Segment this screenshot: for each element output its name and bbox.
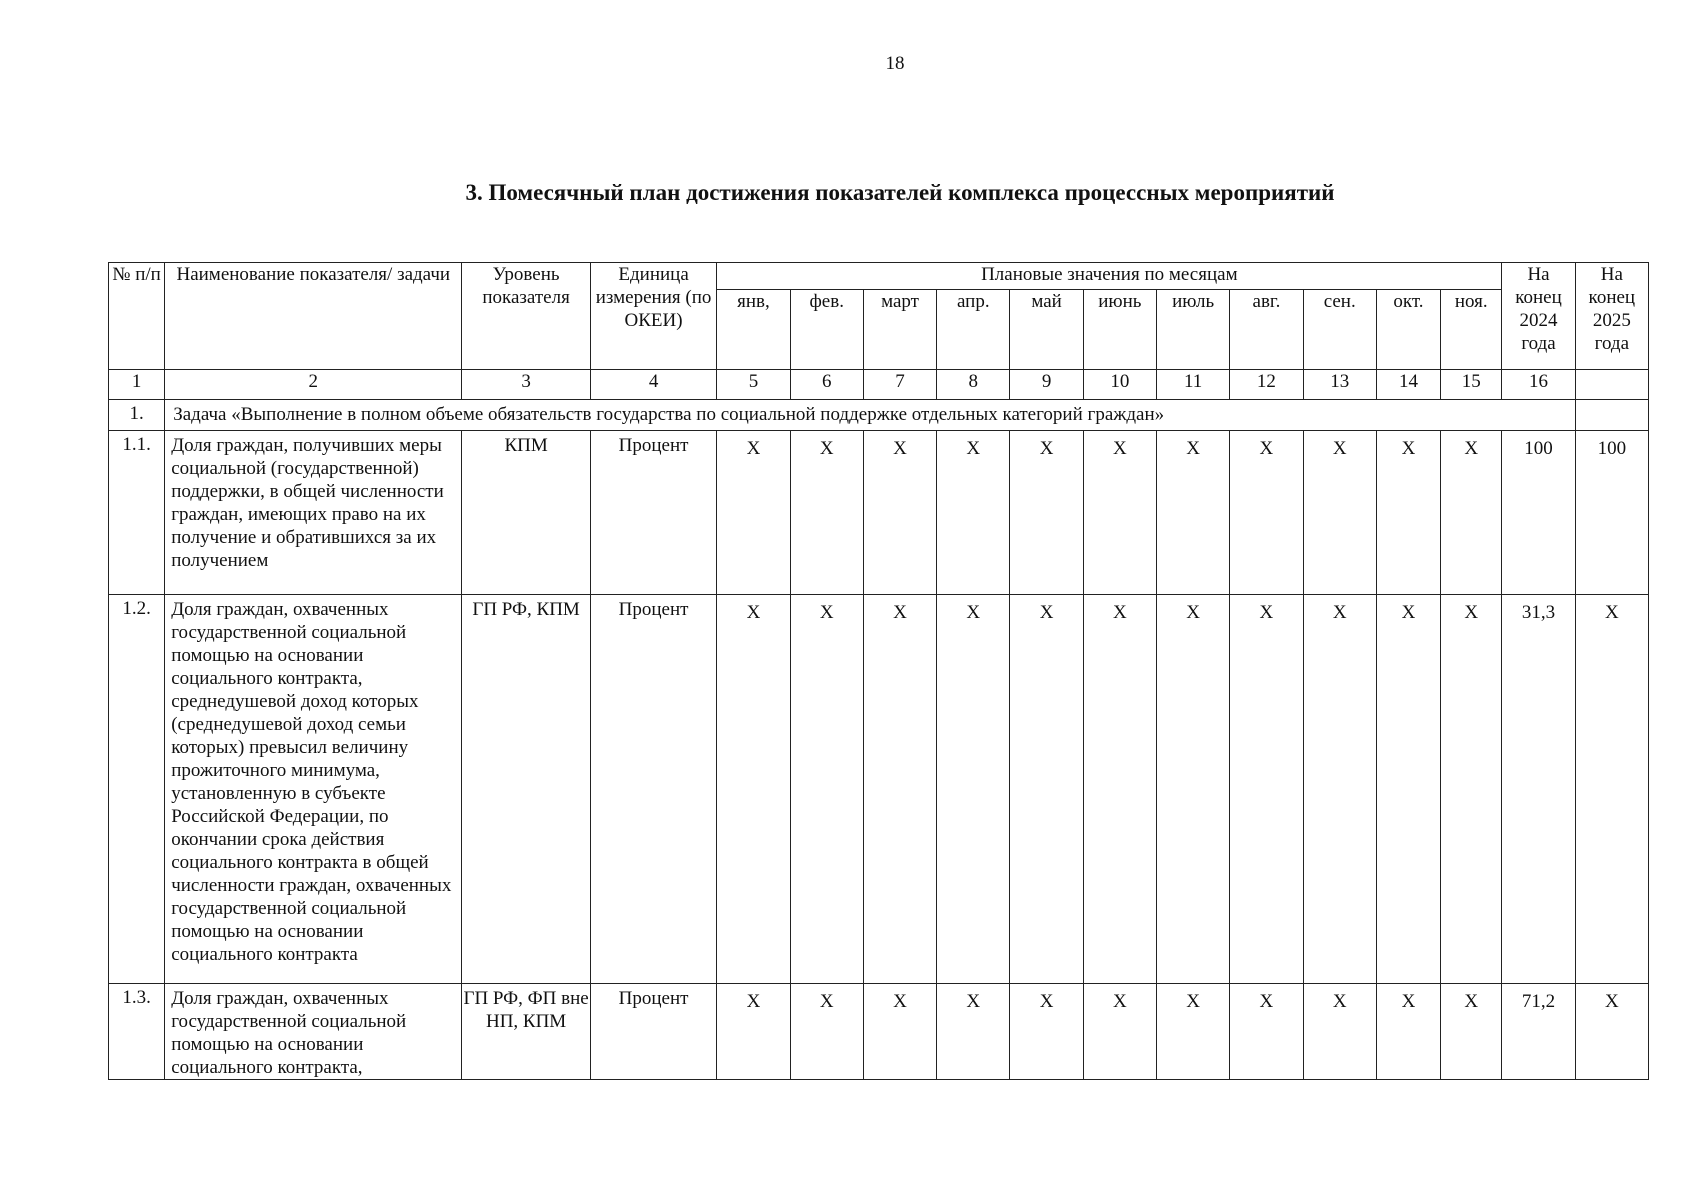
- task-row: [109, 400, 1649, 431]
- month-header: июнь: [1083, 290, 1156, 370]
- month-value: X: [1441, 431, 1502, 595]
- month-value: X: [1303, 431, 1376, 595]
- end-2024-value: 71,2: [1502, 984, 1575, 1080]
- end-2025-value: 100: [1575, 431, 1648, 595]
- header-plan: Плановые значения по месяцам: [717, 263, 1502, 290]
- month-value: X: [717, 595, 790, 984]
- indicator-plan-table: [108, 262, 1649, 1080]
- column-number: 10: [1083, 370, 1156, 400]
- task-num: 1.: [109, 400, 165, 431]
- indicator-name: Доля граждан, охваченных государственной социальной помощью на основании социального контракта,: [165, 984, 462, 1080]
- end-2025-value: X: [1575, 984, 1648, 1080]
- column-number: [1575, 370, 1648, 400]
- column-number: 8: [937, 370, 1010, 400]
- month-header: сен.: [1303, 290, 1376, 370]
- indicator-unit: Процент: [590, 984, 716, 1080]
- month-value: X: [1376, 431, 1440, 595]
- month-value: X: [1157, 984, 1230, 1080]
- column-number: 4: [590, 370, 716, 400]
- month-value: X: [937, 431, 1010, 595]
- month-value: X: [937, 595, 1010, 984]
- month-value: X: [1010, 595, 1083, 984]
- end-2024-value: 31,3: [1502, 595, 1575, 984]
- column-number: 7: [863, 370, 936, 400]
- month-value: X: [1230, 431, 1303, 595]
- column-number: 3: [462, 370, 590, 400]
- month-header: окт.: [1376, 290, 1440, 370]
- column-number: 5: [717, 370, 790, 400]
- column-number: 1: [109, 370, 165, 400]
- indicator-name: Доля граждан, охваченных государственной социальной помощью на основании социального контракта, среднедушевой доход которых (среднедушевой доход семьи которых) превысил величину прожиточного минимума, установленную в субъекте Российской Федерации, по окончании срока действия социального контракта в общей численности граждан, охваченных государственной социальной помощью на основании социального контракта: [165, 595, 462, 984]
- header-name: Наименование показателя/ задачи: [165, 263, 462, 370]
- month-value: X: [1303, 595, 1376, 984]
- column-number: 13: [1303, 370, 1376, 400]
- column-number-row: [109, 370, 1649, 400]
- month-value: X: [1303, 984, 1376, 1080]
- month-value: X: [937, 984, 1010, 1080]
- month-value: X: [1230, 984, 1303, 1080]
- header-num: № п/п: [109, 263, 165, 370]
- month-value: X: [1376, 595, 1440, 984]
- indicator-unit: Процент: [590, 595, 716, 984]
- month-header: ноя.: [1441, 290, 1502, 370]
- header-end-2024: На конец 2024 года: [1502, 263, 1575, 370]
- page-title: 3. Помесячный план достижения показателей комплекса процессных мероприятий: [465, 180, 1335, 205]
- header-unit: Единица измерения (по ОКЕИ): [590, 263, 716, 370]
- month-value: X: [1157, 431, 1230, 595]
- month-value: X: [863, 984, 936, 1080]
- indicator-level: ГП РФ, ФП вне НП, КПМ: [462, 984, 590, 1080]
- month-value: X: [1441, 595, 1502, 984]
- row-num: 1.3.: [109, 984, 165, 1080]
- header-row: [109, 263, 1649, 290]
- month-value: X: [790, 984, 863, 1080]
- task-text: Задача «Выполнение в полном объеме обязательств государства по социальной поддержке отдельных категорий граждан»: [165, 400, 1575, 431]
- indicator-level: ГП РФ, КПМ: [462, 595, 590, 984]
- column-number: 6: [790, 370, 863, 400]
- month-value: X: [1230, 595, 1303, 984]
- month-header: май: [1010, 290, 1083, 370]
- indicator-unit: Процент: [590, 431, 716, 595]
- month-value: X: [790, 595, 863, 984]
- month-header: авг.: [1230, 290, 1303, 370]
- column-number: 2: [165, 370, 462, 400]
- row-num: 1.2.: [109, 595, 165, 984]
- month-value: X: [1083, 595, 1156, 984]
- page-number: 18: [885, 53, 905, 74]
- month-header: июль: [1157, 290, 1230, 370]
- month-value: X: [1441, 984, 1502, 1080]
- month-value: X: [1010, 984, 1083, 1080]
- column-number: 15: [1441, 370, 1502, 400]
- month-value: X: [717, 984, 790, 1080]
- indicator-level: КПМ: [462, 431, 590, 595]
- row-num: 1.1.: [109, 431, 165, 595]
- month-header: апр.: [937, 290, 1010, 370]
- header-level: Уровень показателя: [462, 263, 590, 370]
- column-number: 16: [1502, 370, 1575, 400]
- month-value: X: [1157, 595, 1230, 984]
- month-value: X: [1083, 984, 1156, 1080]
- month-value: X: [717, 431, 790, 595]
- end-2025-value: X: [1575, 595, 1648, 984]
- header-end-2025: На конец 2025 года: [1575, 263, 1648, 370]
- indicator-name: Доля граждан, получивших меры социальной (государственной) поддержки, в общей численности граждан, имеющих право на их получение и обратившихся за их получением: [165, 431, 462, 595]
- month-value: X: [1083, 431, 1156, 595]
- month-value: X: [863, 431, 936, 595]
- table-row: [109, 431, 1649, 595]
- month-header: янв,: [717, 290, 790, 370]
- month-value: X: [1376, 984, 1440, 1080]
- column-number: 14: [1376, 370, 1440, 400]
- column-number: 11: [1157, 370, 1230, 400]
- column-number: 12: [1230, 370, 1303, 400]
- column-number: 9: [1010, 370, 1083, 400]
- month-value: X: [863, 595, 936, 984]
- end-2024-value: 100: [1502, 431, 1575, 595]
- table-row: [109, 984, 1649, 1080]
- month-header: март: [863, 290, 936, 370]
- month-header: фев.: [790, 290, 863, 370]
- month-value: X: [790, 431, 863, 595]
- month-value: X: [1010, 431, 1083, 595]
- table-row: [109, 595, 1649, 984]
